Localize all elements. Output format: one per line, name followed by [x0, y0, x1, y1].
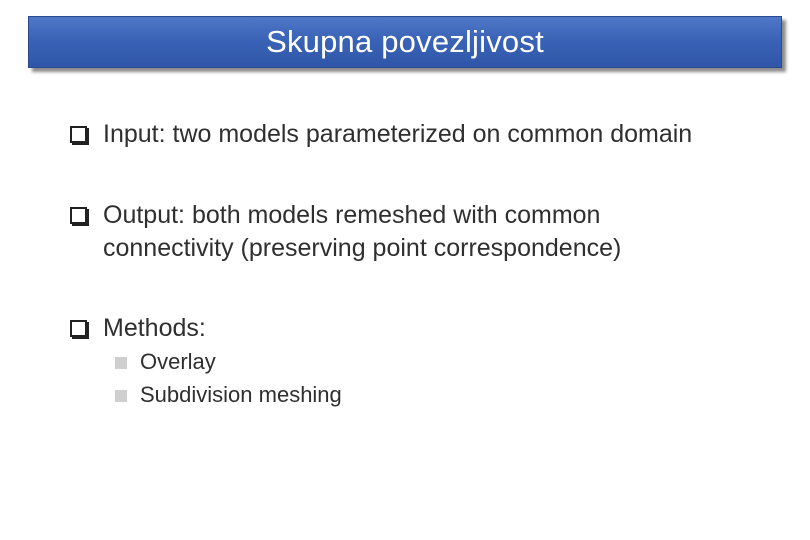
- sub-bullet-overlay: [104, 345, 790, 378]
- slide-title: Skupna povezljivost: [266, 24, 544, 59]
- bullet-item-input: [70, 118, 790, 151]
- checkbox-bullet-icon: [70, 126, 87, 143]
- title-banner: [28, 16, 782, 68]
- bullet-text-line-1: Output: both models remeshed with common: [103, 201, 601, 229]
- bullet-list: [70, 118, 790, 411]
- bullet-text-line-2: connectivity (preserving point correspondence): [103, 234, 622, 262]
- bullet-text: Methods:: [103, 314, 206, 342]
- bullet-text: Input: two models parameterized on common domain: [103, 120, 693, 148]
- sub-bullet-text: Overlay: [140, 349, 216, 374]
- checkbox-bullet-icon: [70, 320, 87, 337]
- bullet-item-methods: [70, 312, 790, 345]
- square-bullet-icon: [115, 357, 127, 369]
- sub-bullet-subdivision-meshing: [104, 378, 790, 411]
- square-bullet-icon: [115, 390, 127, 402]
- bullet-item-output: [70, 199, 790, 265]
- checkbox-bullet-icon: [70, 207, 87, 224]
- sub-bullet-text: Subdivision meshing: [140, 382, 342, 407]
